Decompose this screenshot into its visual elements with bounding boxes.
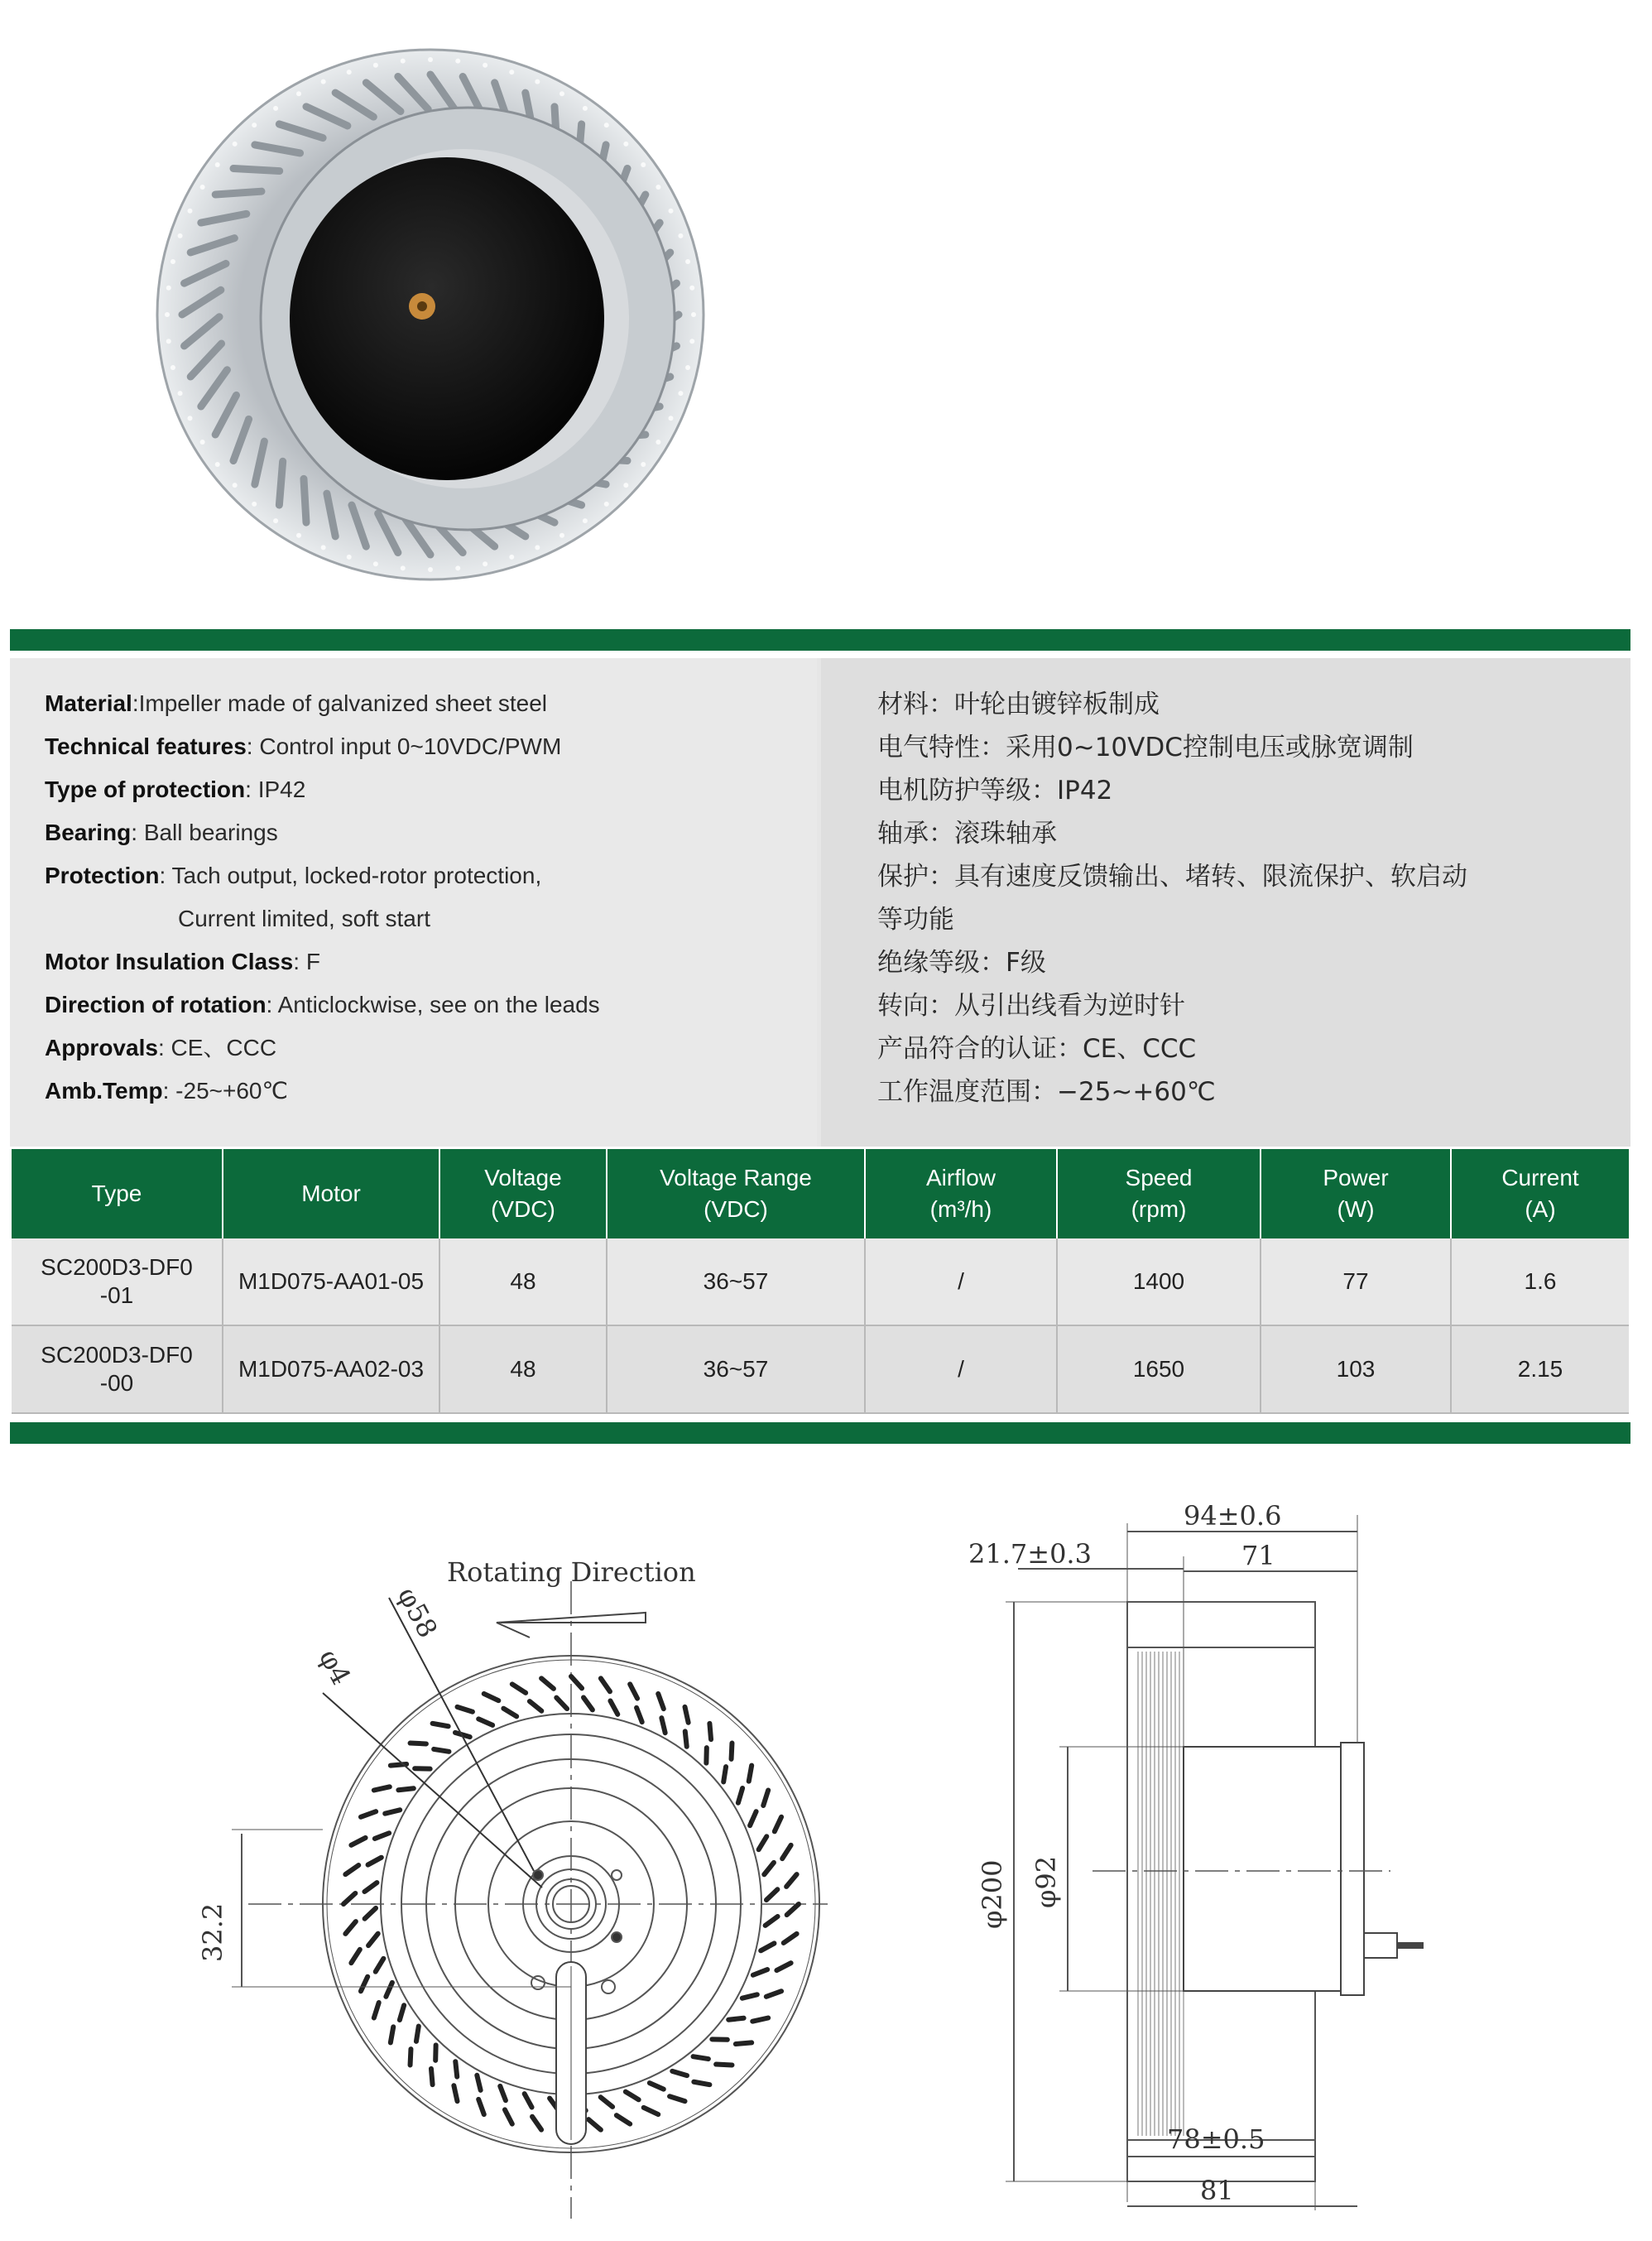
technical-drawing [0, 1457, 1652, 2241]
cell-current: 1.6 [1451, 1238, 1629, 1325]
dim-dia-4: φ4 [312, 1643, 358, 1690]
vent-slot [728, 2018, 743, 2020]
rim-rivet [166, 339, 171, 344]
spec-cn-line: 等功能 [877, 905, 954, 935]
rim-rivet [215, 462, 220, 467]
vent-slot [386, 1983, 392, 1997]
spec-bearing: Bearing: Ball bearings [45, 820, 278, 845]
rim-rivet [669, 209, 674, 214]
cell-power: 103 [1261, 1325, 1451, 1413]
spec-material: Material:Impeller made of galvanized sheet steel [45, 690, 547, 716]
impeller-blade [215, 191, 262, 195]
vent-slot [766, 1916, 778, 1926]
cell-range: 36~57 [607, 1325, 865, 1413]
rim-rivet [559, 533, 564, 538]
vent-slot [588, 2119, 601, 2130]
vent-slot [368, 1858, 382, 1865]
vent-slot [351, 1838, 365, 1845]
rim-rivet [623, 142, 628, 147]
vent-slot [556, 1698, 567, 1709]
rim-rivet [689, 339, 694, 344]
header-airflow: Airflow (m³/h) [865, 1149, 1057, 1238]
rim-rivet [233, 483, 238, 488]
vent-slot [766, 1991, 781, 1997]
cell-speed: 1400 [1057, 1238, 1261, 1325]
vent-slot [752, 2018, 768, 2022]
cell-current: 2.15 [1451, 1325, 1629, 1413]
dim-dia-92: φ92 [1030, 1855, 1062, 1908]
rim-rivet [483, 561, 487, 566]
rim-rivet [428, 57, 433, 62]
cell-motor: M1D075-AA01-05 [223, 1238, 439, 1325]
vent-slot [776, 1963, 790, 1970]
rim-rivet [166, 286, 171, 291]
vent-slot [431, 2069, 433, 2085]
vent-slot [742, 1994, 757, 1998]
spec-technical: Technical features: Control input 0~10VDC/PWM [45, 733, 562, 759]
header-voltage-range: Voltage Range (VDC) [607, 1149, 865, 1238]
vent-slot [759, 1836, 767, 1849]
rim-rivet [623, 483, 628, 488]
vent-slot [723, 1767, 726, 1782]
rim-rivet [559, 91, 564, 96]
spec-cn-line: 保护：具有速度反馈输出、堵转、限流保护、软启动 [877, 862, 1467, 892]
cell-voltage: 48 [439, 1238, 607, 1325]
vent-slot [658, 1694, 664, 1709]
rim-rivet [200, 440, 205, 445]
impeller-blade [304, 478, 306, 522]
rim-rivet [200, 185, 205, 190]
cell-power: 77 [1261, 1238, 1451, 1325]
vent-slot [644, 2108, 659, 2114]
vent-slot [761, 1943, 774, 1950]
rim-rivet [296, 91, 301, 96]
vent-slot [661, 1718, 665, 1733]
vent-slot [374, 1787, 390, 1790]
header-voltage: Voltage (VDC) [439, 1149, 607, 1238]
bottom-divider [10, 1422, 1630, 1444]
vent-slot [630, 1684, 637, 1698]
cell-voltage: 48 [439, 1325, 607, 1413]
spec-panel [10, 658, 1630, 1147]
vent-slot [391, 2027, 393, 2042]
cell-motor: M1D075-AA02-03 [223, 1325, 439, 1413]
rim-rivet [604, 502, 609, 507]
vent-slot [400, 2005, 404, 2020]
vent-slot [626, 2092, 639, 2100]
rim-rivet [215, 162, 220, 167]
side-view [1006, 1515, 1424, 2210]
rim-rivet [483, 63, 487, 68]
spec-approvals: Approvals: CE、CCC [45, 1035, 277, 1060]
vent-slot [376, 1959, 384, 1972]
dim-94: 94±0.6 [1184, 1500, 1282, 1532]
vent-slot [753, 1969, 767, 1975]
rim-rivet [691, 312, 696, 317]
vent-slot [500, 2086, 506, 2100]
spec-rotation: Direction of rotation: Anticlockwise, see on the leads [45, 992, 600, 1017]
rim-rivet [689, 286, 694, 291]
vent-slot [787, 1904, 799, 1915]
vent-slot [454, 2085, 457, 2101]
spec-protection-type: Type of protection: IP42 [45, 777, 306, 802]
vent-slot [375, 1833, 389, 1839]
rim-rivet [401, 565, 406, 570]
vent-slot [571, 1676, 582, 1688]
spec-insulation: Motor Insulation Class: F [45, 949, 320, 974]
vent-slot [484, 1694, 499, 1700]
top-divider [10, 629, 1630, 651]
rim-rivet [535, 79, 540, 84]
vent-slot [434, 1749, 449, 1752]
vent-slot [512, 1684, 526, 1692]
vent-slot [532, 2117, 541, 2130]
vent-slot [530, 1701, 541, 1711]
dim-71: 71 [1241, 1540, 1275, 1571]
spec-cn-line: 电机防护等级：IP42 [877, 776, 1113, 806]
vent-slot [345, 1865, 358, 1874]
rim-rivet [347, 555, 352, 560]
vent-slot [411, 1743, 426, 1744]
vent-slot [650, 2083, 664, 2090]
vent-slot [525, 2094, 532, 2107]
vent-slot [766, 1889, 777, 1900]
vent-slot [458, 1707, 473, 1712]
vent-slot [478, 1719, 492, 1725]
rim-rivet [583, 518, 588, 523]
vent-slot [365, 1908, 376, 1919]
rim-rivet [678, 391, 683, 396]
spec-table [12, 1149, 1629, 1414]
rim-rivet [187, 416, 192, 421]
vent-slot [345, 1921, 356, 1934]
vent-slot [601, 1678, 610, 1691]
vent-slot [343, 1893, 355, 1904]
vent-slot [368, 1934, 378, 1945]
spec-protection-cont: Current limited, soft start [178, 906, 430, 931]
cell-type: SC200D3-DF0 -01 [12, 1238, 223, 1325]
rotating-direction-label: Rotating Direction [447, 1556, 696, 1588]
table-row [12, 1325, 1629, 1413]
rim-rivet [656, 185, 660, 190]
spec-chinese [821, 658, 1630, 1147]
header-speed: Speed (rpm) [1057, 1149, 1261, 1238]
dim-78: 78±0.5 [1167, 2123, 1265, 2155]
vent-slot [361, 1811, 376, 1817]
vent-slot [670, 2096, 684, 2101]
vent-slot [477, 2075, 480, 2090]
rim-rivet [685, 259, 690, 264]
vent-slot [709, 1724, 711, 1739]
header-motor: Motor [223, 1149, 439, 1238]
rim-rivet [233, 142, 238, 147]
vent-slot [736, 2042, 752, 2044]
header-power: Power (W) [1261, 1149, 1451, 1238]
rim-rivet [641, 462, 646, 467]
dim-81: 81 [1200, 2175, 1234, 2206]
rim-rivet [178, 233, 183, 238]
vent-slot [672, 2071, 687, 2075]
impeller-blade [279, 461, 282, 505]
spec-cn-line: 工作温度范围：−25~+60℃ [877, 1077, 1216, 1107]
vent-slot [610, 1701, 617, 1714]
rim-rivet [535, 545, 540, 550]
header-current: Current (A) [1451, 1149, 1629, 1238]
cell-airflow: / [865, 1238, 1057, 1325]
vent-slot [583, 1697, 593, 1710]
rim-rivet [178, 391, 183, 396]
rim-rivet [321, 545, 326, 550]
rim-rivet [678, 233, 683, 238]
vent-slot [351, 1950, 359, 1963]
vent-slot [738, 1788, 742, 1803]
rim-rivet [252, 123, 257, 127]
spec-cn-line: 产品符合的认证：CE、CCC [877, 1034, 1197, 1064]
rim-rivet [656, 440, 660, 445]
rim-rivet [373, 63, 378, 68]
vent-slot [505, 2109, 512, 2123]
vent-slot [503, 1709, 516, 1717]
impeller-photo [149, 41, 712, 596]
spec-protection: Protection: Tach output, locked-rotor protection, [45, 863, 542, 888]
dim-dia-58: φ58 [391, 1581, 444, 1643]
vent-slot [775, 1817, 781, 1832]
cell-type: SC200D3-DF0 -00 [12, 1325, 223, 1413]
rim-rivet [170, 259, 175, 264]
vent-slot [685, 1707, 689, 1723]
vent-slot [750, 1811, 756, 1825]
rim-rivet [669, 416, 674, 421]
vent-slot [617, 2115, 630, 2123]
vent-slot [784, 1934, 797, 1943]
vent-slot [455, 2061, 457, 2076]
vent-slot [416, 2027, 419, 2041]
rim-rivet [641, 162, 646, 167]
rim-rivet [455, 565, 460, 570]
vent-slot [782, 1845, 790, 1859]
header-type: Type [12, 1149, 223, 1238]
vent-slot [749, 1766, 752, 1782]
table-header-row [12, 1149, 1629, 1238]
spec-cn-line: 电气特性：采用0~10VDC控制电压或脉宽调制 [877, 733, 1414, 762]
vent-slot [374, 2003, 379, 2017]
rim-rivet [509, 555, 514, 560]
rim-rivet [604, 123, 609, 127]
vent-slot [685, 1731, 687, 1746]
vent-slot [694, 2082, 709, 2085]
vent-slot [385, 1810, 400, 1813]
vent-slot [786, 1874, 797, 1887]
vent-slot [694, 2056, 708, 2059]
rim-rivet [685, 365, 690, 370]
rim-rivet [509, 70, 514, 75]
spec-cn-line: 材料：叶轮由镀锌板制成 [877, 690, 1160, 719]
rim-rivet [321, 79, 326, 84]
spec-cn-line: 转向：从引出线看为逆时针 [877, 991, 1185, 1021]
vent-slot [601, 2097, 612, 2107]
spec-amb-temp: Amb.Temp: -25~+60℃ [45, 1078, 288, 1104]
cell-speed: 1650 [1057, 1325, 1261, 1413]
rim-rivet [373, 561, 378, 566]
cell-airflow: / [865, 1325, 1057, 1413]
cell-range: 36~57 [607, 1238, 865, 1325]
dim-dia-200: φ200 [977, 1859, 1008, 1929]
rim-rivet [187, 209, 192, 214]
vent-slot [636, 1708, 642, 1722]
rim-rivet [296, 533, 301, 538]
vent-slot [433, 1724, 449, 1726]
vent-slot [361, 1977, 367, 1992]
vent-slot [764, 1863, 774, 1874]
vent-slot [541, 1678, 554, 1689]
vent-slot [478, 2099, 484, 2114]
rim-rivet [583, 106, 588, 111]
rim-rivet [455, 59, 460, 64]
rim-rivet [428, 567, 433, 572]
vent-slot [398, 1788, 413, 1790]
vent-slot [763, 1791, 768, 1806]
rim-rivet [273, 518, 278, 523]
rim-rivet [347, 70, 352, 75]
impeller-blade [233, 168, 280, 171]
spec-cn-line: 绝缘等级：F级 [877, 948, 1046, 978]
rim-rivet [165, 312, 170, 317]
spec-cn-line: 轴承：滚珠轴承 [877, 819, 1057, 849]
rim-rivet [252, 502, 257, 507]
rim-rivet [170, 365, 175, 370]
rim-rivet [401, 59, 406, 64]
vent-slot [364, 1883, 377, 1892]
rim-rivet [273, 106, 278, 111]
dim-21-7: 21.7±0.3 [968, 1538, 1092, 1570]
table-row [12, 1238, 1629, 1325]
front-view [232, 1581, 828, 2219]
spec-english [10, 658, 817, 1147]
dim-32-2: 32.2 [197, 1902, 228, 1962]
